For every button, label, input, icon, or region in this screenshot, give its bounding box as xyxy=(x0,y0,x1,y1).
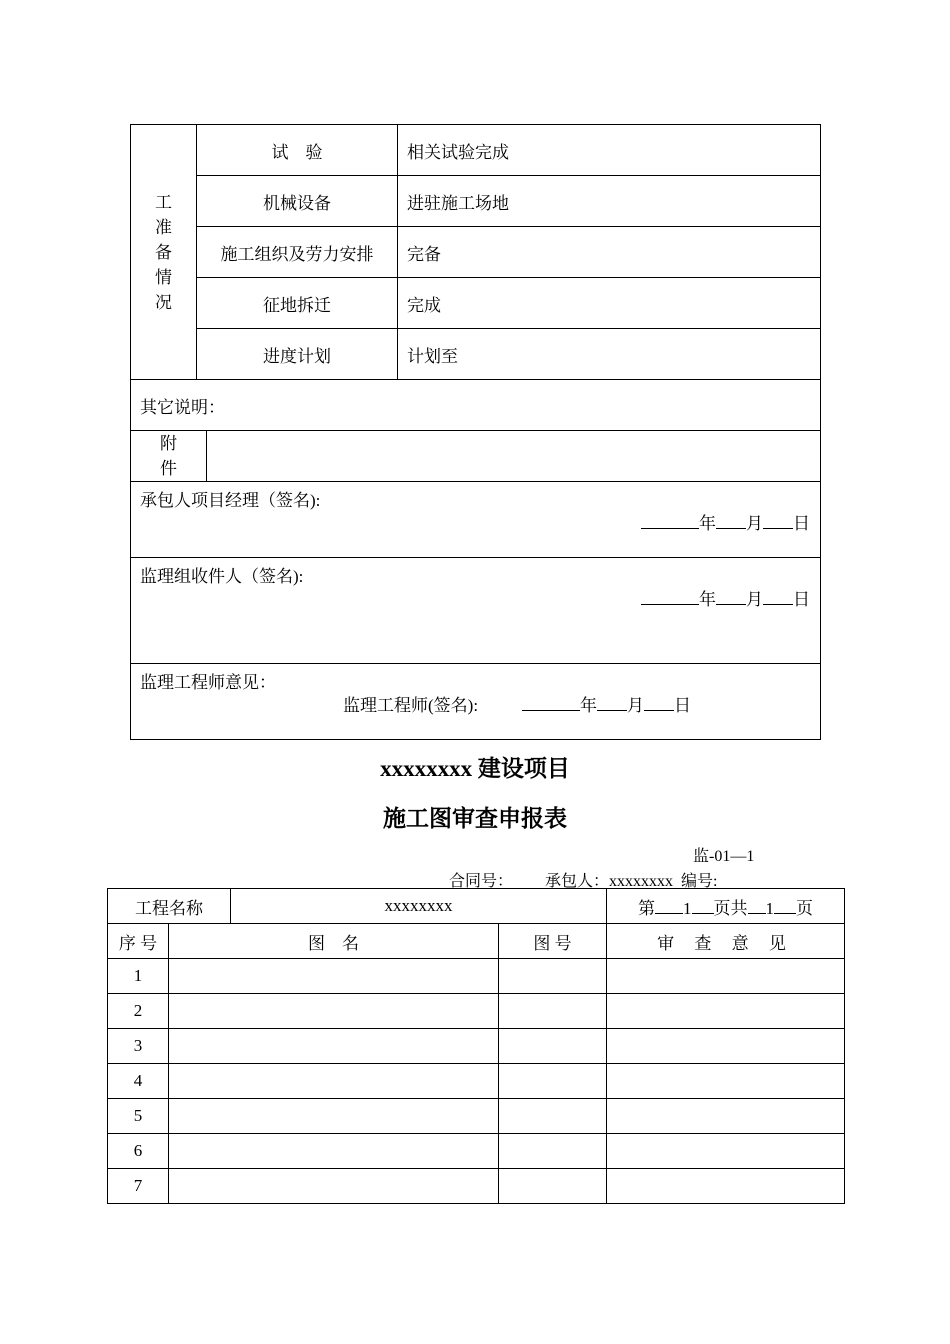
drawing-review-table xyxy=(107,888,845,1204)
table-row xyxy=(108,1064,845,1099)
receiver-sign-label: 监理组收件人（签名): xyxy=(140,567,304,586)
table-row xyxy=(108,959,845,994)
row-seq: 7 xyxy=(108,1169,169,1204)
prep-value-land[interactable]: 完成 xyxy=(398,278,821,329)
contract-no-label: 合同号： xyxy=(449,873,514,890)
review-opinion-cell[interactable] xyxy=(607,959,845,994)
row-seq: 6 xyxy=(108,1134,169,1169)
preparation-table xyxy=(130,124,821,740)
prep-value-test[interactable]: 相关试验完成 xyxy=(398,125,821,176)
drawing-no-cell[interactable] xyxy=(499,1099,607,1134)
page-count: 第 1 页共 1 页 xyxy=(607,889,845,924)
project-name-value[interactable]: xxxxxxxx xyxy=(231,889,607,924)
review-opinion-cell[interactable] xyxy=(607,994,845,1029)
drawing-no-cell[interactable] xyxy=(499,959,607,994)
drawing-name-cell[interactable] xyxy=(169,1169,499,1204)
prep-value-equipment[interactable]: 进驻施工场地 xyxy=(398,176,821,227)
receiver-sign-date: 年 月 日 xyxy=(641,585,810,610)
row-seq: 2 xyxy=(108,994,169,1029)
engineer-opinion-label: 监理工程师意见： xyxy=(140,673,276,692)
prep-value-organization[interactable]: 完备 xyxy=(398,227,821,278)
review-opinion-cell[interactable] xyxy=(607,1029,845,1064)
form-title: 施工图审查申报表 xyxy=(383,806,567,831)
project-title: xxxxxxxx 建设项目 xyxy=(380,756,570,781)
drawing-no-cell[interactable] xyxy=(499,1169,607,1204)
drawing-name-cell[interactable] xyxy=(169,1134,499,1169)
drawing-no-cell[interactable] xyxy=(499,1064,607,1099)
row-seq: 4 xyxy=(108,1064,169,1099)
attachment-label: 附 件 xyxy=(131,431,207,482)
prep-item-land: 征地拆迁 xyxy=(197,278,398,329)
col-header-seq: 序 号 xyxy=(108,924,169,959)
review-opinion-cell[interactable] xyxy=(607,1064,845,1099)
drawing-name-cell[interactable] xyxy=(169,1099,499,1134)
preparation-side-label: 工 准 备 情 况 xyxy=(131,125,197,380)
row-seq: 5 xyxy=(108,1099,169,1134)
table-row xyxy=(108,1099,845,1134)
drawing-name-cell[interactable] xyxy=(169,959,499,994)
other-notes-label: 其它说明： xyxy=(140,397,225,417)
contractor-signature[interactable] xyxy=(131,482,821,558)
prep-item-equipment: 机械设备 xyxy=(197,176,398,227)
engineer-opinion[interactable] xyxy=(131,664,821,740)
attachment-content[interactable] xyxy=(207,431,821,482)
drawing-no-cell[interactable] xyxy=(499,994,607,1029)
table-row xyxy=(108,1169,845,1204)
form-code: 监-01—1 xyxy=(693,848,755,865)
col-header-review-opinion: 审 查 意 见 xyxy=(607,924,845,959)
prep-item-test: 试 验 xyxy=(197,125,398,176)
review-opinion-cell[interactable] xyxy=(607,1169,845,1204)
drawing-name-cell[interactable] xyxy=(169,994,499,1029)
contractor-label: 承包人： xyxy=(545,873,610,890)
other-notes[interactable] xyxy=(131,380,821,431)
receiver-signature[interactable] xyxy=(131,558,821,664)
contractor-sign-label: 承包人项目经理（签名): xyxy=(140,491,321,510)
table-row xyxy=(108,1134,845,1169)
col-header-drawing-name: 图 名 xyxy=(169,924,499,959)
row-seq: 3 xyxy=(108,1029,169,1064)
prep-item-organization: 施工组织及劳力安排 xyxy=(197,227,398,278)
review-opinion-cell[interactable] xyxy=(607,1134,845,1169)
table-row xyxy=(108,994,845,1029)
contractor-value: xxxxxxxx xyxy=(609,873,674,890)
drawing-name-cell[interactable] xyxy=(169,1029,499,1064)
project-name-label: 工程名称 xyxy=(108,889,231,924)
review-opinion-cell[interactable] xyxy=(607,1099,845,1134)
drawing-no-cell[interactable] xyxy=(499,1134,607,1169)
serial-no-label: 编号: xyxy=(681,873,718,890)
prep-item-schedule: 进度计划 xyxy=(197,329,398,380)
prep-value-schedule[interactable]: 计划至 xyxy=(398,329,821,380)
engineer-sign-label: 监理工程师(签名): xyxy=(343,696,479,715)
drawing-no-cell[interactable] xyxy=(499,1029,607,1064)
contractor-sign-date: 年 月 日 xyxy=(641,509,810,534)
row-seq: 1 xyxy=(108,959,169,994)
col-header-drawing-no: 图 号 xyxy=(499,924,607,959)
engineer-sign-line: 监理工程师(签名): 年 月 日 xyxy=(343,691,691,716)
table-row xyxy=(108,1029,845,1064)
drawing-name-cell[interactable] xyxy=(169,1064,499,1099)
